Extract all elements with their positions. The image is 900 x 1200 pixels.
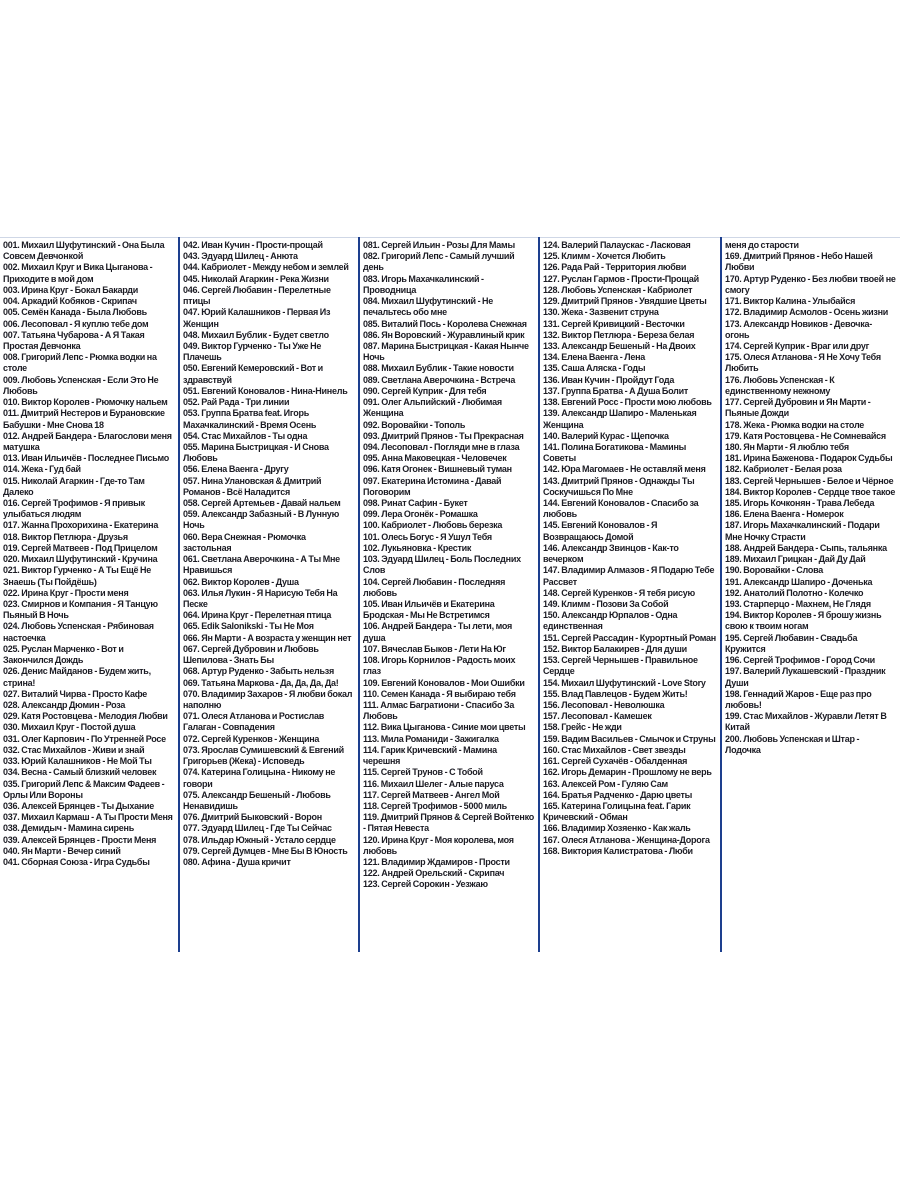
song-entry: 056. Елена Ваенга - Другу <box>183 464 289 475</box>
song-entry: 024. Любовь Успенская - Рябиновая настоечка <box>3 621 154 643</box>
song-entry: 116. Михаил Шелег - Алые паруса <box>363 778 504 789</box>
song-entry: 015. Николай Агаркин - Где-то Там Далеко <box>3 475 145 497</box>
song-entry: 123. Сергей Сорокин - Уезжаю <box>363 879 488 890</box>
song-entry: 073. Ярослав Сумишевский & Евгений Григорьев (Жека) - Исповедь <box>183 744 344 767</box>
song-entry: 055. Марина Быстрицкая - И Снова Любовь <box>183 441 329 464</box>
song-entry: 094. Лесоповал - Погляди мне в глаза <box>363 441 520 452</box>
song-entry: 181. Ирина Баженова - Подарок Судьбы <box>725 453 893 464</box>
song-entry: 092. Воровайки - Тополь <box>363 419 466 430</box>
song-entry: 199. Стас Михайлов - Журавли Летят В Китай <box>725 711 887 733</box>
song-entry: 144. Евгений Коновалов - Спасибо за любовь <box>543 498 699 520</box>
song-entry: 059. Александр Забазный - В Лунную Ночь <box>183 509 340 531</box>
song-entry: 107. Вячеслав Быков - Лети На Юг <box>363 643 506 654</box>
song-entry: 137. Группа Братва - А Душа Болит <box>543 385 689 396</box>
song-entry: 163. Алексей Ром - Гуляю Сам <box>543 778 668 789</box>
song-entry: 118. Сергей Трофимов - 5000 миль <box>363 800 507 811</box>
song-entry: 012. Андрей Бандера - Благослови меня матушка <box>3 430 172 452</box>
song-entry: 147. Владимир Алмазов - Я Подарю Тебе Рассвет <box>543 565 715 587</box>
song-entry: 190. Воровайки - Слова <box>725 565 824 576</box>
song-column-2 <box>180 240 358 952</box>
song-entry: 097. Екатерина Истомина - Давай Поговорим <box>363 475 502 497</box>
song-entry: 164. Братья Радченко - Дарю цветы <box>543 789 693 800</box>
song-entry: 039. Алексей Брянцев - Прости Меня <box>3 834 157 845</box>
song-entry: 113. Мила Романиди - Зажигалка <box>363 733 499 744</box>
song-entry: 120. Ирина Круг - Моя королева, моя любовь <box>363 834 514 856</box>
song-entry: 033. Юрий Калашников - Не Мой Ты <box>3 756 152 767</box>
song-entry: 125. Климм - Хочется Любить <box>543 251 666 262</box>
song-entry: 032. Стас Михайлов - Живи и знай <box>3 744 145 755</box>
song-entry: 050. Евгений Кемеровский - Вот и здравствуй <box>183 363 323 385</box>
song-entry: 083. Игорь Махачкалинский - Проводница <box>363 273 484 295</box>
song-entry: 169. Дмитрий Прянов - Небо Нашей Любви <box>725 251 873 273</box>
song-entry: 051. Евгений Коновалов - Нина-Нинель <box>183 385 348 396</box>
song-entry: 102. Лукьяновка - Крестик <box>363 542 472 553</box>
song-entry: 088. Михаил Бублик - Такие новости <box>363 363 514 374</box>
song-entry: 133. Александр Бешеный - На Двоих <box>543 340 696 351</box>
song-entry: 186. Елена Ваенга - Номерок <box>725 509 844 520</box>
song-entry: 148. Сергей Куренков - Я тебя рисую <box>543 587 695 598</box>
song-entry: 122. Андрей Орельский - Скрипач <box>363 868 505 879</box>
song-entry: 149. Климм - Позови За Собой <box>543 599 669 609</box>
song-entry: 035. Григорий Лепс & Максим Фадеев - Орлы Или Вороны <box>3 778 165 800</box>
song-entry: 018. Виктор Петлюра - Друзья <box>3 531 128 542</box>
song-entry: 029. Катя Ростовцева - Мелодия Любви <box>3 711 168 722</box>
song-entry: 080. Афина - Душа кричит <box>183 857 291 868</box>
song-entry: 179. Катя Ростовцева - Не Сомневайся <box>725 430 886 441</box>
song-entry: 117. Сергей Матвеев - Ангел Мой <box>363 789 500 800</box>
song-entry: 111. Алмас Багратиони - Спасибо За Любовь <box>363 699 515 722</box>
song-entry: 079. Сергей Думцев - Мне Бы В Юность <box>183 845 348 856</box>
song-entry: 065. Edik Salonikski - Ты Не Моя <box>183 621 314 632</box>
song-entry: 030. Михаил Круг - Постой душа <box>3 722 136 733</box>
song-entry: 023. Смирнов и Компания - Я Танцую Пьяный В Ночь <box>3 599 158 621</box>
song-entry: 126. Рада Рай - Территория любви <box>543 262 687 273</box>
song-entry: 009. Любовь Успенская - Если Это Не Любовь <box>3 374 159 396</box>
song-entry: 048. Михаил Бублик - Будет светло <box>183 329 329 340</box>
song-entry: 085. Виталий Пось - Королева Снежная <box>363 318 527 329</box>
song-entry: 114. Гарик Кричевский - Мамина черешня <box>363 744 497 767</box>
song-entry: 005. Семён Канада - Была Любовь <box>3 307 147 318</box>
song-entry: 115. Сергей Трунов - С Тобой <box>363 767 483 778</box>
song-entry: 191. Александр Шапиро - Доченька <box>725 576 873 587</box>
song-entry: 170. Артур Руденко - Без любви твоей не смогу <box>725 273 896 295</box>
song-entry: 154. Михаил Шуфутинский - Love Story <box>543 677 706 688</box>
song-entry: 187. Игорь Махачкалинский - Подари Мне Ночку Страсти <box>725 520 880 542</box>
song-entry: 020. Михаил Шуфутинский - Кручина <box>3 554 158 565</box>
song-entry: 053. Группа Братва feat. Игорь Махачкалинский - Время Осень <box>183 408 317 430</box>
song-entry: 008. Григорий Лепс - Рюмка водки на столе <box>3 352 157 374</box>
song-entry: 061. Светлана Аверочкина - А Ты Мне Нравишься <box>183 554 340 576</box>
song-entry: 096. Катя Огонек - Вишневый туман <box>363 464 512 475</box>
song-entry: 178. Жека - Рюмка водки на столе <box>725 419 865 430</box>
song-entry: 151. Сергей Рассадин - Курортный Роман <box>543 632 716 643</box>
song-entry: 171. Виктор Калина - Улыбайся <box>725 296 856 307</box>
song-column-4 <box>540 240 720 952</box>
song-entry: 004. Аркадий Кобяков - Скрипач <box>3 296 137 307</box>
song-entry: 119. Дмитрий Прянов & Сергей Войтенко - Пятая Невеста <box>363 812 534 834</box>
song-entry: 141. Полина Богатикова - Мамины Советы <box>543 441 687 464</box>
song-entry: 043. Эдуард Шилец - Анюта <box>183 251 298 262</box>
song-entry: 194. Виктор Королев - Я брошу жизнь свою к твоим ногам <box>725 610 882 632</box>
song-entry: 041. Сборная Союза - Игра Судьбы <box>3 857 150 868</box>
song-entry: 131. Сергей Кривицкий - Весточки <box>543 318 685 329</box>
song-entry: 063. Илья Лукин - Я Нарисую Тебя На Песке <box>183 587 338 609</box>
song-entry: 110. Семен Канада - Я выбираю тебя <box>363 688 516 699</box>
song-entry: 031. Олег Карпович - По Утренней Росе <box>3 733 166 744</box>
song-entry: 042. Иван Кучин - Прости-прощай <box>183 240 323 250</box>
song-entry: 054. Стас Михайлов - Ты одна <box>183 430 308 441</box>
song-entry: 129. Дмитрий Прянов - Увядшие Цветы <box>543 296 707 307</box>
song-entry: 121. Владимир Ждамиров - Прости <box>363 857 510 868</box>
song-entry: 176. Любовь Успенская - К единственному нежному <box>725 374 835 396</box>
song-entry: 161. Сергей Сухачёв - Обалденная <box>543 756 688 767</box>
song-entry: 156. Лесоповал - Неволюшка <box>543 699 665 710</box>
song-entry: 037. Михаил Кармаш - А Ты Прости Меня <box>3 812 173 823</box>
song-entry: 002. Михаил Круг и Вика Цыганова - Приходите в мой дом <box>3 262 153 284</box>
song-entry: 142. Юра Магомаев - Не оставляй меня <box>543 464 706 475</box>
song-entry: 089. Светлана Аверочкина - Встреча <box>363 374 516 385</box>
song-entry: 145. Евгений Коновалов - Я Возвращаюсь Домой <box>543 520 658 542</box>
song-entry: 166. Владимир Хозяенко - Как жаль <box>543 823 691 834</box>
song-entry: 158. Грейс - Не жди <box>543 722 622 733</box>
song-entry: 193. Старперцо - Махнем, Не Глядя <box>725 599 871 609</box>
song-entry: 003. Ирина Круг - Бокал Бакарди <box>3 284 139 295</box>
song-entry: 152. Виктор Балакирев - Для души <box>543 643 687 654</box>
song-entry: 076. Дмитрий Быковский - Ворон <box>183 812 322 823</box>
song-entry: 165. Катерина Голицына feat. Гарик Кричевский - Обман <box>543 800 691 823</box>
song-entry: 036. Алексей Брянцев - Ты Дыхание <box>3 800 155 811</box>
song-entry: 140. Валерий Курас - Щепочка <box>543 430 669 441</box>
song-entry: 007. Татьяна Чубарова - А Я Такая Простая Девчонка <box>3 329 145 351</box>
song-entry: 046. Сергей Любавин - Перелетные птицы <box>183 284 331 307</box>
song-entry: 189. Михаил Грицкан - Дай Ду Дай <box>725 554 866 565</box>
song-entry: 082. Григорий Лепс - Самый лучший день <box>363 251 515 273</box>
song-entry: 101. Олесь Богус - Я Ушул Тебя <box>363 531 492 542</box>
song-entry: 077. Эдуард Шилец - Где Ты Сейчас <box>183 823 332 834</box>
song-entry: 109. Евгений Коновалов - Мои Ошибки <box>363 677 525 688</box>
song-entry: 182. Кабриолет - Белая роза <box>725 464 842 475</box>
song-entry: 086. Ян Воровский - Журавлиный крик <box>363 329 525 340</box>
song-entry: 081. Сергей Ильин - Розы Для Мамы <box>363 240 515 250</box>
song-entry: 072. Сергей Куренков - Женщина <box>183 733 320 744</box>
song-entry: 013. Иван Ильичёв - Последнее Письмо <box>3 453 170 464</box>
song-entry: 078. Ильдар Южный - Устало сердце <box>183 834 336 845</box>
song-entry: 062. Виктор Королев - Душа <box>183 576 299 587</box>
song-entry: 153. Сергей Чернышев - Правильное Сердце <box>543 655 698 677</box>
song-entry: 025. Руслан Марченко - Вот и Закончился Дождь <box>3 643 124 666</box>
song-entry: 074. Катерина Голицына - Никому не говори <box>183 767 336 789</box>
song-entry: 014. Жека - Гуд бай <box>3 464 81 475</box>
song-entry: 028. Александр Дюмин - Роза <box>3 699 126 710</box>
song-column-3 <box>360 240 538 952</box>
song-entry: 093. Дмитрий Прянов - Ты Прекрасная <box>363 430 524 441</box>
song-entry: 198. Геннадий Жаров - Еще раз про любовь! <box>725 688 872 710</box>
song-entry: 057. Нина Улановская & Дмитрий Романов - Всё Наладится <box>183 475 322 497</box>
song-entry: 099. Лера Огонёк - Ромашка <box>363 509 478 520</box>
song-list-sheet <box>0 237 900 952</box>
song-entry: 167. Олеся Атланова - Женщина-Дорога <box>543 834 710 845</box>
song-entry: 049. Виктор Гурченко - Ты Уже Не Плачешь <box>183 340 322 363</box>
song-entry: 124. Валерий Палаускас - Ласковая <box>543 240 691 250</box>
song-entry: 188. Андрей Бандера - Сыпь, тальянка <box>725 542 887 553</box>
song-entry: 087. Марина Быстрицкая - Какая Нынче Ночь <box>363 340 529 363</box>
song-entry: 159. Вадим Васильев - Смычок и Струны <box>543 733 716 744</box>
song-entry: 090. Сергей Куприк - Для тебя <box>363 385 487 396</box>
song-entry: 134. Елена Ваенга - Лена <box>543 352 646 363</box>
song-entry: 098. Ринат Сафин - Букет <box>363 498 468 509</box>
song-entry: 067. Сергей Дубровин и Любовь Шепилова - Знать Бы <box>183 643 319 666</box>
song-entry: 200. Любовь Успенская и Штар - Лодочка <box>725 733 860 755</box>
song-entry: 138. Евгений Росс - Прости мою любовь <box>543 397 712 408</box>
song-entry: 112. Вика Цыганова - Синие мои цветы <box>363 722 526 733</box>
song-entry: 084. Михаил Шуфутинский - Не печальтесь обо мне <box>363 296 494 318</box>
song-entry: 172. Владимир Асмолов - Осень жизни <box>725 307 889 318</box>
song-entry: 095. Анна Маковецкая - Человечек <box>363 453 507 464</box>
song-entry: 027. Виталий Чирва - Просто Кафе <box>3 688 148 699</box>
song-entry: 070. Владимир Захаров - Я любви бокал наполню <box>183 688 353 710</box>
song-entry: 105. Иван Ильичёв и Екатерина Бродская - Мы Не Встретимся <box>363 599 495 621</box>
song-entry: 168. Виктория Калистратова - Люби <box>543 845 693 856</box>
song-entry: 173. Александр Новиков - Девочка-огонь <box>725 318 872 340</box>
song-entry: 136. Иван Кучин - Пройдут Года <box>543 374 675 385</box>
song-entry: 146. Александр Звинцов - Как-то вечерком <box>543 542 679 565</box>
song-entry: 185. Игорь Кочконян - Трава Лебеда <box>725 498 875 509</box>
song-entry: 127. Руслан Гармов - Прости-Прощай <box>543 273 699 284</box>
song-entry: 045. Николай Агаркин - Река Жизни <box>183 273 329 284</box>
song-entry: 103. Эдуард Шилец - Боль Последних Слов <box>363 554 521 576</box>
song-entry: 006. Лесоповал - Я куплю тебе дом <box>3 318 149 329</box>
song-entry: 022. Ирина Круг - Прости меня <box>3 587 129 598</box>
song-entry: 155. Влад Павлецов - Будем Жить! <box>543 688 688 699</box>
song-entry: 174. Сергей Куприк - Враг или друг <box>725 340 870 351</box>
song-entry: 106. Андрей Бандера - Ты лети, моя душа <box>363 621 512 643</box>
song-entry: 068. Артур Руденко - Забыть нельзя <box>183 666 334 677</box>
song-entry: 108. Игорь Корнилов - Радость моих глаз <box>363 655 516 677</box>
song-entry: 010. Виктор Королев - Рюмочку нальем <box>3 397 168 408</box>
song-entry: 132. Виктор Петлюра - Береза белая <box>543 329 695 340</box>
song-entry: 038. Демидыч - Мамина сирень <box>3 823 134 834</box>
song-column-5 <box>722 240 900 952</box>
song-entry: 026. Денис Майданов - Будем жить, стрина! <box>3 666 151 688</box>
song-entry: 058. Сергей Артемьев - Давай нальем <box>183 498 341 509</box>
song-entry: 184. Виктор Королев - Сердце твое такое <box>725 486 896 497</box>
song-entry: 019. Сергей Матвеев - Под Прицелом <box>3 542 158 553</box>
song-entry: 052. Рай Рада - Три линии <box>183 397 290 408</box>
song-entry: 064. Ирина Круг - Перелетная птица <box>183 610 332 621</box>
song-entry: 040. Ян Марти - Вечер синий <box>3 845 121 856</box>
song-entry: 001. Михаил Шуфутинский - Она Была Совсем Девчонкой <box>3 240 165 262</box>
song-entry: 128. Любовь Успенская - Кабриолет <box>543 284 693 295</box>
song-column-1 <box>0 240 178 952</box>
song-entry: 177. Сергей Дубровин и Ян Марти - Пьяные Дожди <box>725 397 871 419</box>
song-entry: 011. Дмитрий Нестеров и Бурановские Бабушки - Мне Снова 18 <box>3 408 165 430</box>
song-entry: 104. Сергей Любавин - Последняя любовь <box>363 576 506 598</box>
song-entry: 196. Сергей Трофимов - Город Сочи <box>725 655 875 666</box>
song-entry: 150. Александр Юрпалов - Одна единственная <box>543 610 678 632</box>
song-entry: меня до старости <box>725 240 799 250</box>
song-entry: 017. Жанна Прохорихина - Екатерина <box>3 520 159 531</box>
song-entry: 143. Дмитрий Прянов - Однажды Ты Соскучишься По Мне <box>543 475 695 497</box>
song-entry: 180. Ян Марти - Я люблю тебя <box>725 441 849 452</box>
song-entry: 066. Ян Марти - А возраста у женщин нет <box>183 632 352 643</box>
song-entry: 044. Кабриолет - Между небом и землей <box>183 262 349 273</box>
song-entry: 139. Александр Шапиро - Маленькая Женщина <box>543 408 697 430</box>
song-entry: 091. Олег Альпийский - Любимая Женщина <box>363 397 502 419</box>
song-entry: 130. Жека - Зазвенит струна <box>543 307 659 318</box>
song-entry: 157. Лесоповал - Камешек <box>543 711 652 722</box>
song-entry: 175. Олеся Атланова - Я Не Хочу Тебя Любить <box>725 352 881 374</box>
song-entry: 195. Сергей Любавин - Свадьба Кружится <box>725 632 858 654</box>
song-entry: 162. Игорь Демарин - Прошлому не верь <box>543 767 712 778</box>
song-entry: 192. Анатолий Полотно - Колечко <box>725 587 864 598</box>
song-entry: 071. Олеся Атланова и Ростислав Галаган - Совпадения <box>183 711 325 733</box>
song-entry: 034. Весна - Самый близкий человек <box>3 767 157 778</box>
song-entry: 160. Стас Михайлов - Свет звезды <box>543 744 686 755</box>
song-entry: 021. Виктор Гурченко - А Ты Ещё Не Знаешь (Ты Пойдёшь) <box>3 565 151 587</box>
song-entry: 075. Александр Бешеный - Любовь Ненавидишь <box>183 789 331 811</box>
song-entry: 197. Валерий Лукашевский - Праздник Души <box>725 666 886 688</box>
song-entry: 069. Татьяна Маркова - Да, Да, Да, Да! <box>183 677 339 688</box>
song-entry: 100. Кабриолет - Любовь березка <box>363 520 503 531</box>
song-entry: 183. Сергей Чернышев - Белое и Чёрное <box>725 475 894 486</box>
song-entry: 016. Сергей Трофимов - Я привык улыбаться людям <box>3 498 145 520</box>
song-entry: 135. Саша Аляска - Годы <box>543 363 646 374</box>
top-divider <box>0 237 900 238</box>
song-entry: 047. Юрий Калашников - Первая Из Женщин <box>183 307 331 329</box>
song-entry: 060. Вера Снежная - Рюмочка застольная <box>183 531 306 553</box>
